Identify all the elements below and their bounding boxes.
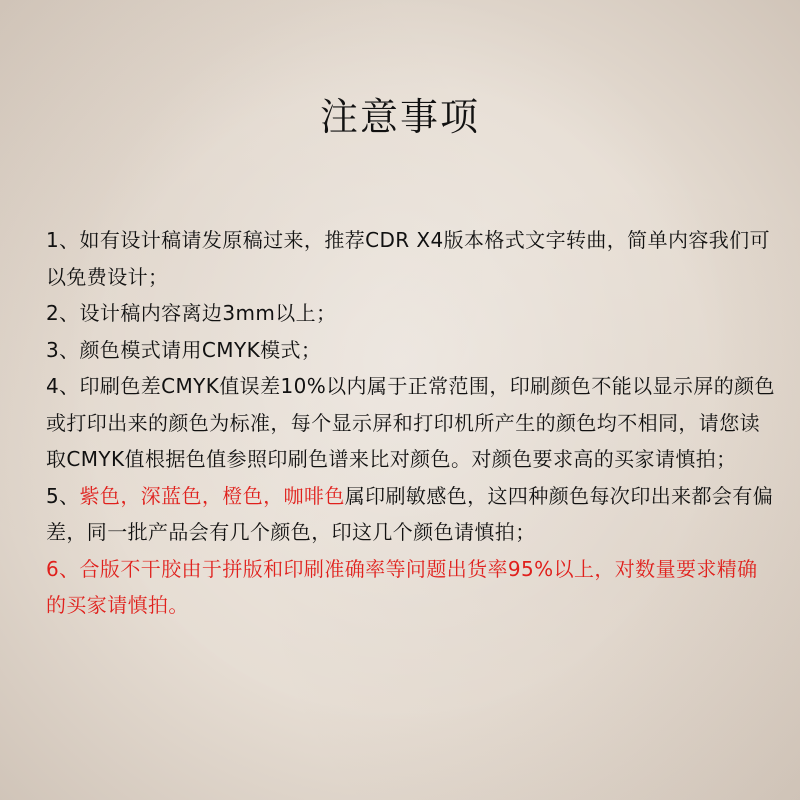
sensitive-colors-highlight: 紫色，深蓝色，橙色，咖啡色	[79, 483, 345, 508]
note-number: 2、	[46, 301, 80, 325]
note-text: 印刷色差CMYK值误差10%以内属于正常范围，印刷颜色不能以显示屏的颜色或打印出来的颜色为标准，每个显示屏和打印机所产生的颜色均不相同，请您读取CMYK值根据色值参照印刷色谱来比对颜色。对颜色要求高的买家请慎拍；	[46, 374, 775, 471]
note-item-5	[46, 478, 776, 551]
note-number: 5、	[46, 483, 80, 508]
note-item-4	[46, 368, 776, 478]
note-number: 3、	[46, 337, 80, 362]
page-title: 注意事项	[319, 95, 480, 139]
note-item-1	[46, 222, 776, 295]
note-text: 如有设计稿请发原稿过来，推荐CDR X4版本格式文字转曲，简单内容我们可以免费设计；	[46, 228, 770, 289]
note-text: 属印刷敏感色，这四种颜色每次印出来都会有偏差，同一批产品会有几个颜色，印这几个颜色请慎拍；	[46, 483, 774, 544]
note-text: 颜色模式请用CMYK模式；	[79, 337, 322, 362]
note-item-6	[46, 551, 776, 624]
note-item-2	[46, 295, 776, 332]
note-text: 设计稿内容离边3mm以上；	[79, 301, 337, 325]
note-item-3	[46, 332, 776, 369]
note-number: 1、	[46, 228, 80, 252]
notes-list	[46, 222, 776, 624]
note-number: 6、	[46, 556, 80, 581]
note-number: 4、	[46, 374, 80, 398]
note-text: 合版不干胶由于拼版和印刷准确率等问题出货率95%以上，对数量要求精确的买家请慎拍。	[46, 556, 758, 617]
